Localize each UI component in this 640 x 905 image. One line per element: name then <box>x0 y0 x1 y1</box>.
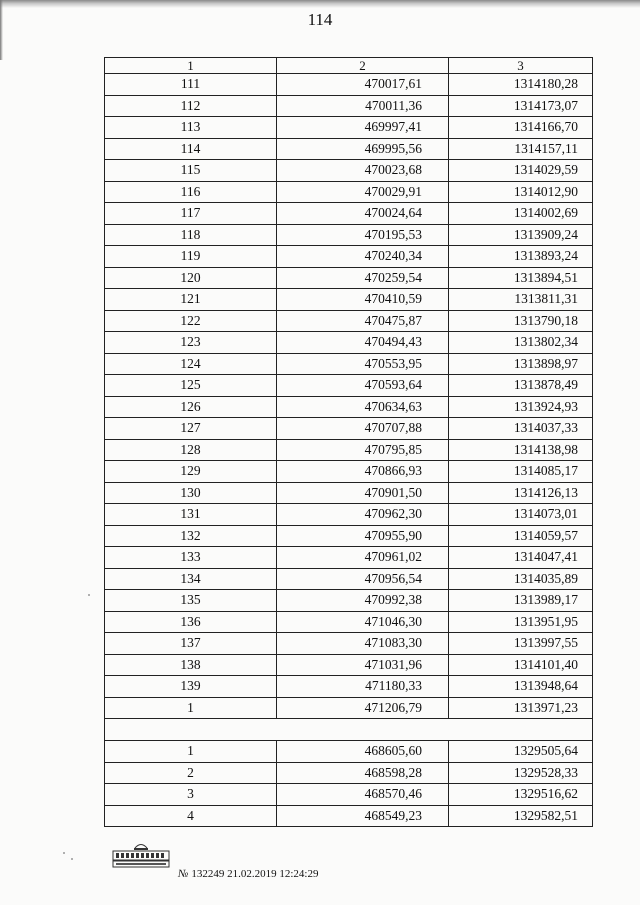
table-row <box>105 611 593 633</box>
column-header: 1 <box>105 58 277 74</box>
x-coordinate-cell: 470494,43 <box>277 332 449 354</box>
table-row <box>105 697 593 719</box>
table-row <box>105 267 593 289</box>
y-coordinate-cell: 1314047,41 <box>449 547 593 569</box>
scan-edge-left <box>0 0 3 60</box>
table-row <box>105 375 593 397</box>
table-row <box>105 418 593 440</box>
x-coordinate-cell: 470901,50 <box>277 482 449 504</box>
point-number-cell: 120 <box>105 267 277 289</box>
x-coordinate-cell: 470962,30 <box>277 504 449 526</box>
y-coordinate-cell: 1314073,01 <box>449 504 593 526</box>
point-number-cell: 4 <box>105 805 277 827</box>
point-number-cell: 134 <box>105 568 277 590</box>
x-coordinate-cell: 471206,79 <box>277 697 449 719</box>
y-coordinate-cell: 1313898,97 <box>449 353 593 375</box>
table-row <box>105 396 593 418</box>
x-coordinate-cell: 470795,85 <box>277 439 449 461</box>
point-number-cell: 129 <box>105 461 277 483</box>
y-coordinate-cell: 1314029,59 <box>449 160 593 182</box>
point-number-cell: 123 <box>105 332 277 354</box>
y-coordinate-cell: 1313802,34 <box>449 332 593 354</box>
x-coordinate-cell: 470961,02 <box>277 547 449 569</box>
point-number-cell: 112 <box>105 95 277 117</box>
column-header: 2 <box>277 58 449 74</box>
registration-stamp-text <box>178 868 319 880</box>
y-coordinate-cell: 1313971,23 <box>449 697 593 719</box>
y-coordinate-cell: 1314059,57 <box>449 525 593 547</box>
point-number-cell: 2 <box>105 762 277 784</box>
point-number-cell: 111 <box>105 74 277 96</box>
x-coordinate-cell: 470011,36 <box>277 95 449 117</box>
table-row <box>105 676 593 698</box>
y-coordinate-cell: 1313811,31 <box>449 289 593 311</box>
table-row <box>105 525 593 547</box>
x-coordinate-cell: 470029,91 <box>277 181 449 203</box>
x-coordinate-cell: 470024,64 <box>277 203 449 225</box>
y-coordinate-cell: 1313894,51 <box>449 267 593 289</box>
y-coordinate-cell: 1313909,24 <box>449 224 593 246</box>
table-row <box>105 117 593 139</box>
point-number-cell: 122 <box>105 310 277 332</box>
point-number-cell: 115 <box>105 160 277 182</box>
separator-cell <box>105 719 593 741</box>
table-row <box>105 568 593 590</box>
y-coordinate-cell: 1329528,33 <box>449 762 593 784</box>
y-coordinate-cell: 1314126,13 <box>449 482 593 504</box>
x-coordinate-cell: 470707,88 <box>277 418 449 440</box>
x-coordinate-cell: 470634,63 <box>277 396 449 418</box>
y-coordinate-cell: 1329516,62 <box>449 784 593 806</box>
page-number: 114 <box>307 10 333 29</box>
point-number-cell: 126 <box>105 396 277 418</box>
table-row <box>105 332 593 354</box>
table-row <box>105 439 593 461</box>
y-coordinate-cell: 1314037,33 <box>449 418 593 440</box>
point-number-cell: 113 <box>105 117 277 139</box>
point-number-cell: 136 <box>105 611 277 633</box>
point-number-cell: 124 <box>105 353 277 375</box>
table-row <box>105 160 593 182</box>
table-row <box>105 289 593 311</box>
table-row <box>105 181 593 203</box>
x-coordinate-cell: 468605,60 <box>277 741 449 763</box>
y-coordinate-cell: 1313948,64 <box>449 676 593 698</box>
y-coordinate-cell: 1314101,40 <box>449 654 593 676</box>
x-coordinate-cell: 471180,33 <box>277 676 449 698</box>
table-row <box>105 310 593 332</box>
x-coordinate-cell: 470866,93 <box>277 461 449 483</box>
y-coordinate-cell: 1313893,24 <box>449 246 593 268</box>
table-row <box>105 547 593 569</box>
point-number-cell: 116 <box>105 181 277 203</box>
point-number-cell: 131 <box>105 504 277 526</box>
x-coordinate-cell: 471031,96 <box>277 654 449 676</box>
x-coordinate-cell: 470240,34 <box>277 246 449 268</box>
y-coordinate-cell: 1314012,90 <box>449 181 593 203</box>
y-coordinate-cell: 1313951,95 <box>449 611 593 633</box>
separator-row <box>105 719 593 741</box>
y-coordinate-cell: 1314085,17 <box>449 461 593 483</box>
y-coordinate-cell: 1314157,11 <box>449 138 593 160</box>
column-header: 3 <box>449 58 593 74</box>
table-row <box>105 353 593 375</box>
point-number-cell: 117 <box>105 203 277 225</box>
table-header-row <box>105 58 593 74</box>
point-number-cell: 114 <box>105 138 277 160</box>
table-row <box>105 95 593 117</box>
scan-edge-top <box>0 0 640 8</box>
stamp-number-datetime: 132249 21.02.2019 12:24:29 <box>191 868 319 880</box>
table-row <box>105 74 593 96</box>
x-coordinate-cell: 470259,54 <box>277 267 449 289</box>
table-row <box>105 633 593 655</box>
table-row <box>105 504 593 526</box>
scan-speck <box>71 858 73 860</box>
point-number-cell: 137 <box>105 633 277 655</box>
y-coordinate-cell: 1314035,89 <box>449 568 593 590</box>
point-number-cell: 133 <box>105 547 277 569</box>
x-coordinate-cell: 468570,46 <box>277 784 449 806</box>
point-number-cell: 132 <box>105 525 277 547</box>
point-number-cell: 127 <box>105 418 277 440</box>
x-coordinate-cell: 469995,56 <box>277 138 449 160</box>
point-number-cell: 128 <box>105 439 277 461</box>
x-coordinate-cell: 471083,30 <box>277 633 449 655</box>
registration-stamp-icon <box>112 840 170 868</box>
table-row <box>105 784 593 806</box>
y-coordinate-cell: 1313997,55 <box>449 633 593 655</box>
x-coordinate-cell: 470956,54 <box>277 568 449 590</box>
table-row <box>105 482 593 504</box>
x-coordinate-cell: 468598,28 <box>277 762 449 784</box>
point-number-cell: 3 <box>105 784 277 806</box>
table-row <box>105 461 593 483</box>
scan-speck <box>63 852 65 854</box>
point-number-cell: 121 <box>105 289 277 311</box>
x-coordinate-cell: 469997,41 <box>277 117 449 139</box>
x-coordinate-cell: 470023,68 <box>277 160 449 182</box>
y-coordinate-cell: 1314173,07 <box>449 95 593 117</box>
x-coordinate-cell: 470017,61 <box>277 74 449 96</box>
table-row <box>105 203 593 225</box>
x-coordinate-cell: 468549,23 <box>277 805 449 827</box>
y-coordinate-cell: 1313878,49 <box>449 375 593 397</box>
number-sign: № <box>178 868 189 880</box>
x-coordinate-cell: 470992,38 <box>277 590 449 612</box>
table-row <box>105 762 593 784</box>
table-row <box>105 654 593 676</box>
y-coordinate-cell: 1314002,69 <box>449 203 593 225</box>
point-number-cell: 1 <box>105 697 277 719</box>
table-row <box>105 741 593 763</box>
x-coordinate-cell: 470955,90 <box>277 525 449 547</box>
y-coordinate-cell: 1329582,51 <box>449 805 593 827</box>
x-coordinate-cell: 470195,53 <box>277 224 449 246</box>
y-coordinate-cell: 1313989,17 <box>449 590 593 612</box>
point-number-cell: 1 <box>105 741 277 763</box>
y-coordinate-cell: 1314138,98 <box>449 439 593 461</box>
table-row <box>105 138 593 160</box>
table-row <box>105 224 593 246</box>
table-row <box>105 805 593 827</box>
x-coordinate-cell: 470553,95 <box>277 353 449 375</box>
point-number-cell: 138 <box>105 654 277 676</box>
x-coordinate-cell: 470593,64 <box>277 375 449 397</box>
point-number-cell: 119 <box>105 246 277 268</box>
y-coordinate-cell: 1329505,64 <box>449 741 593 763</box>
table-row <box>105 246 593 268</box>
point-number-cell: 139 <box>105 676 277 698</box>
y-coordinate-cell: 1314166,70 <box>449 117 593 139</box>
point-number-cell: 130 <box>105 482 277 504</box>
point-number-cell: 135 <box>105 590 277 612</box>
y-coordinate-cell: 1314180,28 <box>449 74 593 96</box>
coordinates-table <box>104 57 593 827</box>
x-coordinate-cell: 470410,59 <box>277 289 449 311</box>
y-coordinate-cell: 1313924,93 <box>449 396 593 418</box>
y-coordinate-cell: 1313790,18 <box>449 310 593 332</box>
point-number-cell: 118 <box>105 224 277 246</box>
point-number-cell: 125 <box>105 375 277 397</box>
table-row <box>105 590 593 612</box>
scan-speck <box>88 594 90 596</box>
x-coordinate-cell: 470475,87 <box>277 310 449 332</box>
x-coordinate-cell: 471046,30 <box>277 611 449 633</box>
